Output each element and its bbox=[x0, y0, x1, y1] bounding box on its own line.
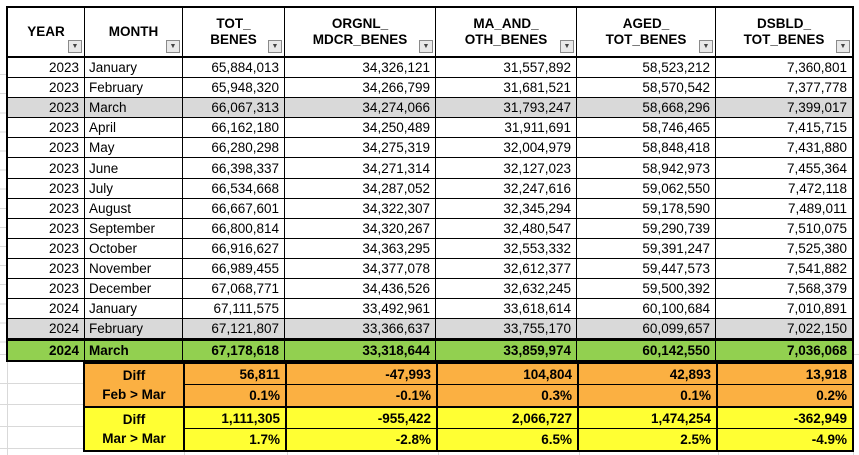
filter-dropdown-icon[interactable] bbox=[68, 40, 82, 53]
cell-year[interactable]: 2023 bbox=[8, 78, 85, 97]
cell-aged_tot_benes[interactable]: 59,500,392 bbox=[577, 279, 716, 298]
cell-orgnl_mdcr_benes[interactable]: 34,274,066 bbox=[285, 98, 436, 117]
header-cell-year[interactable] bbox=[8, 8, 85, 56]
filter-dropdown-icon[interactable] bbox=[560, 40, 574, 53]
table-row bbox=[8, 299, 852, 319]
diff-pct-cell[interactable]: 2.5% bbox=[680, 432, 711, 447]
cell-dsbld_tot_benes[interactable]: 7,377,778 bbox=[786, 80, 847, 96]
cell-dsbld_tot_benes[interactable]: 7,360,801 bbox=[786, 60, 847, 76]
cell-tot_benes[interactable]: 66,667,601 bbox=[183, 199, 285, 218]
header-label: MONTH bbox=[108, 24, 159, 39]
diff-value-cell[interactable]: 1,474,254 bbox=[579, 408, 716, 429]
cell-year[interactable]: 2024 bbox=[8, 299, 85, 318]
cell-year[interactable]: 2023 bbox=[8, 118, 85, 137]
table-row bbox=[8, 319, 852, 340]
cell-year[interactable]: 2024 bbox=[8, 341, 85, 360]
filter-dropdown-icon[interactable] bbox=[166, 40, 180, 53]
cell-aged_tot_benes[interactable]: 60,100,684 bbox=[577, 299, 716, 318]
diff-label-bottom: Mar > Mar bbox=[102, 431, 166, 446]
cell-aged_tot_benes[interactable]: 59,391,247 bbox=[577, 239, 716, 258]
cell-tot_benes[interactable]: 66,989,455 bbox=[183, 259, 285, 278]
cell-orgnl_mdcr_benes[interactable]: 34,266,799 bbox=[285, 78, 436, 97]
table-row bbox=[8, 219, 852, 239]
cell-tot_benes[interactable]: 67,068,771 bbox=[183, 279, 285, 298]
cell-month[interactable]: December bbox=[85, 279, 183, 298]
cell-dsbld_tot_benes[interactable]: 7,022,150 bbox=[786, 321, 847, 337]
cell-ma_and_oth_benes[interactable]: 31,911,691 bbox=[436, 118, 577, 137]
cell-tot_benes[interactable]: 65,948,320 bbox=[183, 78, 285, 97]
benes-table bbox=[6, 6, 854, 362]
cell-ma_and_oth_benes[interactable]: 33,859,974 bbox=[436, 341, 577, 360]
table-row bbox=[8, 259, 852, 279]
cell-aged_tot_benes[interactable]: 59,447,573 bbox=[577, 259, 716, 278]
diff-block bbox=[85, 408, 852, 450]
table-row bbox=[8, 340, 852, 360]
diff-pct-cell[interactable]: -0.1% bbox=[395, 388, 431, 403]
cell-tot_benes[interactable]: 66,800,814 bbox=[183, 219, 285, 238]
cell-aged_tot_benes[interactable]: 60,142,550 bbox=[577, 341, 716, 360]
diff-summary-table bbox=[83, 362, 854, 452]
diff-pct-cell[interactable]: 0.2% bbox=[816, 388, 847, 403]
diff-column-tot_benes bbox=[183, 408, 285, 450]
cell-orgnl_mdcr_benes[interactable]: 34,271,314 bbox=[285, 158, 436, 177]
filter-dropdown-icon[interactable] bbox=[836, 40, 850, 53]
cell-ma_and_oth_benes[interactable]: 33,755,170 bbox=[436, 319, 577, 338]
diff-pct-cell[interactable]: 0.1% bbox=[680, 388, 711, 403]
cell-aged_tot_benes[interactable]: 59,062,550 bbox=[577, 179, 716, 198]
diff-pct-cell[interactable]: -2.8% bbox=[395, 432, 431, 447]
diff-pct-cell[interactable]: -4.9% bbox=[811, 432, 847, 447]
diff-value-cell[interactable]: -362,949 bbox=[718, 408, 852, 429]
table-row bbox=[8, 58, 852, 78]
diff-pct-cell[interactable]: 1.7% bbox=[249, 432, 280, 447]
gridline bbox=[0, 383, 83, 384]
chevron-down-icon: ▼ bbox=[169, 43, 177, 50]
cell-orgnl_mdcr_benes[interactable]: 34,250,489 bbox=[285, 118, 436, 137]
cell-ma_and_oth_benes[interactable]: 32,612,377 bbox=[436, 259, 577, 278]
cell-year[interactable]: 2023 bbox=[8, 259, 85, 278]
diff-pct-cell[interactable]: 6.5% bbox=[541, 432, 572, 447]
cell-month[interactable]: February bbox=[85, 78, 183, 97]
cell-month[interactable]: January bbox=[85, 58, 183, 77]
cell-month[interactable]: January bbox=[85, 299, 183, 318]
header-cell-dsbld_tot_benes[interactable] bbox=[716, 8, 852, 56]
cell-month[interactable]: February bbox=[85, 319, 183, 338]
cell-ma_and_oth_benes[interactable]: 31,793,247 bbox=[436, 98, 577, 117]
cell-tot_benes[interactable]: 66,280,298 bbox=[183, 138, 285, 157]
cell-year[interactable]: 2023 bbox=[8, 179, 85, 198]
chevron-down-icon: ▼ bbox=[839, 43, 847, 50]
diff-column-aged_tot_benes bbox=[577, 364, 716, 406]
cell-month[interactable]: August bbox=[85, 199, 183, 218]
header-label: MDCR_BENES bbox=[312, 32, 408, 47]
cell-tot_benes[interactable]: 67,111,575 bbox=[183, 299, 285, 318]
filter-dropdown-icon[interactable] bbox=[699, 40, 713, 53]
cell-aged_tot_benes[interactable]: 58,523,212 bbox=[577, 58, 716, 77]
cell-year[interactable]: 2023 bbox=[8, 219, 85, 238]
header-label: OTH_BENES bbox=[464, 32, 548, 47]
cell-tot_benes[interactable]: 66,916,627 bbox=[183, 239, 285, 258]
chevron-down-icon: ▼ bbox=[71, 43, 79, 50]
header-cell-ma_and_oth_benes[interactable] bbox=[436, 8, 577, 56]
cell-ma_and_oth_benes[interactable]: 32,553,332 bbox=[436, 239, 577, 258]
gridline bbox=[0, 404, 83, 405]
cell-dsbld_tot_benes[interactable]: 7,455,364 bbox=[786, 160, 847, 176]
cell-month[interactable]: September bbox=[85, 219, 183, 238]
cell-month[interactable]: October bbox=[85, 239, 183, 258]
diff-column-dsbld_tot_benes bbox=[716, 408, 852, 450]
cell-dsbld_tot_benes[interactable]: 7,489,011 bbox=[787, 200, 847, 216]
cell-year[interactable]: 2023 bbox=[8, 98, 85, 117]
header-label: YEAR bbox=[27, 24, 65, 39]
header-row bbox=[8, 8, 852, 58]
cell-dsbld_tot_benes[interactable]: 7,510,075 bbox=[786, 220, 847, 236]
cell-ma_and_oth_benes[interactable]: 32,345,294 bbox=[436, 199, 577, 218]
cell-year[interactable]: 2023 bbox=[8, 158, 85, 177]
cell-ma_and_oth_benes[interactable]: 32,632,245 bbox=[436, 279, 577, 298]
header-label: ORGNL_ bbox=[331, 16, 389, 31]
diff-pct-cell[interactable]: 0.3% bbox=[541, 388, 572, 403]
cell-orgnl_mdcr_benes[interactable]: 34,377,078 bbox=[285, 259, 436, 278]
cell-aged_tot_benes[interactable]: 58,570,542 bbox=[577, 78, 716, 97]
header-label: DSBLD_ bbox=[756, 16, 811, 31]
header-label: AGED_ bbox=[622, 16, 670, 31]
cell-orgnl_mdcr_benes[interactable]: 34,320,267 bbox=[285, 219, 436, 238]
table-row bbox=[8, 158, 852, 178]
cell-orgnl_mdcr_benes[interactable]: 34,363,295 bbox=[285, 239, 436, 258]
cell-year[interactable]: 2023 bbox=[8, 199, 85, 218]
cell-orgnl_mdcr_benes[interactable]: 33,318,644 bbox=[285, 341, 436, 360]
header-label: TOT_BENES bbox=[743, 32, 825, 47]
cell-aged_tot_benes[interactable]: 59,290,739 bbox=[577, 219, 716, 238]
diff-value-cell[interactable]: -955,422 bbox=[287, 408, 436, 429]
diff-value-cell[interactable]: -47,993 bbox=[287, 364, 436, 385]
header-label: BENES bbox=[210, 32, 257, 47]
cell-dsbld_tot_benes[interactable]: 7,036,068 bbox=[786, 343, 847, 359]
table-row bbox=[8, 98, 852, 118]
cell-orgnl_mdcr_benes[interactable]: 34,275,319 bbox=[285, 138, 436, 157]
cell-month[interactable]: November bbox=[85, 259, 183, 278]
diff-value-cell[interactable]: 56,811 bbox=[185, 364, 285, 385]
filter-dropdown-icon[interactable] bbox=[268, 40, 282, 53]
cell-orgnl_mdcr_benes[interactable]: 34,322,307 bbox=[285, 199, 436, 218]
table-row bbox=[8, 279, 852, 299]
diff-column-orgnl_mdcr_benes bbox=[285, 364, 436, 406]
cell-dsbld_tot_benes[interactable]: 7,399,017 bbox=[786, 100, 847, 116]
table-row bbox=[8, 138, 852, 158]
diff-column-tot_benes bbox=[183, 364, 285, 406]
cell-year[interactable]: 2024 bbox=[8, 319, 85, 338]
cell-aged_tot_benes[interactable]: 58,668,296 bbox=[577, 98, 716, 117]
chevron-down-icon: ▼ bbox=[422, 43, 430, 50]
diff-value-cell[interactable]: 104,804 bbox=[438, 364, 577, 385]
cell-orgnl_mdcr_benes[interactable]: 34,326,121 bbox=[285, 58, 436, 77]
cell-month[interactable]: March bbox=[85, 341, 183, 360]
cell-orgnl_mdcr_benes[interactable]: 34,287,052 bbox=[285, 179, 436, 198]
chevron-down-icon: ▼ bbox=[702, 43, 710, 50]
cell-aged_tot_benes[interactable]: 60,099,657 bbox=[577, 319, 716, 338]
cell-orgnl_mdcr_benes[interactable]: 34,436,526 bbox=[285, 279, 436, 298]
diff-value-cell[interactable]: 2,066,727 bbox=[438, 408, 577, 429]
cell-year[interactable]: 2023 bbox=[8, 58, 85, 77]
header-cell-aged_tot_benes[interactable] bbox=[577, 8, 716, 56]
diff-value-cell[interactable]: 13,918 bbox=[718, 364, 852, 385]
header-cell-month[interactable] bbox=[85, 8, 183, 56]
table-row bbox=[8, 239, 852, 259]
cell-ma_and_oth_benes[interactable]: 32,247,616 bbox=[436, 179, 577, 198]
diff-value-cell[interactable]: 42,893 bbox=[579, 364, 716, 385]
diff-pct-cell[interactable]: 0.1% bbox=[249, 388, 280, 403]
diff-block bbox=[85, 364, 852, 408]
cell-year[interactable]: 2023 bbox=[8, 279, 85, 298]
cell-aged_tot_benes[interactable]: 59,178,590 bbox=[577, 199, 716, 218]
cell-orgnl_mdcr_benes[interactable]: 33,366,637 bbox=[285, 319, 436, 338]
cell-year[interactable]: 2023 bbox=[8, 138, 85, 157]
cell-tot_benes[interactable]: 66,162,180 bbox=[183, 118, 285, 137]
table-row bbox=[8, 199, 852, 219]
cell-month[interactable]: May bbox=[85, 138, 183, 157]
header-label: TOT_BENES bbox=[605, 32, 687, 47]
cell-dsbld_tot_benes[interactable]: 7,568,379 bbox=[786, 281, 847, 297]
cell-aged_tot_benes[interactable]: 58,848,418 bbox=[577, 138, 716, 157]
cell-dsbld_tot_benes[interactable]: 7,525,380 bbox=[786, 240, 847, 256]
diff-label-top: Diff bbox=[122, 368, 146, 383]
cell-dsbld_tot_benes[interactable]: 7,415,715 bbox=[786, 120, 847, 136]
diff-label-cell[interactable] bbox=[85, 364, 183, 406]
table-row bbox=[8, 179, 852, 199]
cell-tot_benes[interactable]: 65,884,013 bbox=[183, 58, 285, 77]
cell-tot_benes[interactable]: 67,121,807 bbox=[183, 319, 285, 338]
cell-tot_benes[interactable]: 67,178,618 bbox=[183, 341, 285, 360]
header-cell-orgnl_mdcr_benes[interactable] bbox=[285, 8, 436, 56]
cell-month[interactable]: June bbox=[85, 158, 183, 177]
header-cell-tot_benes[interactable] bbox=[183, 8, 285, 56]
cell-ma_and_oth_benes[interactable]: 31,681,521 bbox=[436, 78, 577, 97]
diff-label-top: Diff bbox=[122, 412, 146, 427]
filter-dropdown-icon[interactable] bbox=[419, 40, 433, 53]
cell-month[interactable]: July bbox=[85, 179, 183, 198]
diff-column-ma_and_oth_benes bbox=[436, 364, 577, 406]
cell-ma_and_oth_benes[interactable]: 32,004,979 bbox=[436, 138, 577, 157]
cell-dsbld_tot_benes[interactable]: 7,472,118 bbox=[787, 180, 847, 196]
cell-month[interactable]: March bbox=[85, 98, 183, 117]
cell-dsbld_tot_benes[interactable]: 7,010,891 bbox=[786, 301, 847, 317]
chevron-down-icon: ▼ bbox=[563, 43, 571, 50]
cell-ma_and_oth_benes[interactable]: 32,127,023 bbox=[436, 158, 577, 177]
cell-aged_tot_benes[interactable]: 58,942,973 bbox=[577, 158, 716, 177]
cell-orgnl_mdcr_benes[interactable]: 33,492,961 bbox=[285, 299, 436, 318]
cell-ma_and_oth_benes[interactable]: 33,618,614 bbox=[436, 299, 577, 318]
header-label: MA_AND_ bbox=[473, 16, 539, 31]
cell-tot_benes[interactable]: 66,534,668 bbox=[183, 179, 285, 198]
cell-tot_benes[interactable]: 66,067,313 bbox=[183, 98, 285, 117]
diff-value-cell[interactable]: 1,111,305 bbox=[185, 408, 285, 429]
cell-ma_and_oth_benes[interactable]: 32,480,547 bbox=[436, 219, 577, 238]
gridline bbox=[0, 448, 83, 449]
cell-year[interactable]: 2023 bbox=[8, 239, 85, 258]
cell-month[interactable]: April bbox=[85, 118, 183, 137]
cell-tot_benes[interactable]: 66,398,337 bbox=[183, 158, 285, 177]
diff-column-orgnl_mdcr_benes bbox=[285, 408, 436, 450]
diff-column-dsbld_tot_benes bbox=[716, 364, 852, 406]
table-row bbox=[8, 118, 852, 138]
cell-dsbld_tot_benes[interactable]: 7,541,882 bbox=[786, 260, 847, 276]
diff-label-cell[interactable] bbox=[85, 408, 183, 450]
chevron-down-icon: ▼ bbox=[271, 43, 279, 50]
diff-column-ma_and_oth_benes bbox=[436, 408, 577, 450]
cell-dsbld_tot_benes[interactable]: 7,431,880 bbox=[786, 140, 847, 156]
gridline bbox=[0, 426, 83, 427]
diff-label-bottom: Feb > Mar bbox=[102, 387, 166, 402]
header-label: TOT_ bbox=[216, 16, 251, 31]
cell-ma_and_oth_benes[interactable]: 31,557,892 bbox=[436, 58, 577, 77]
cell-aged_tot_benes[interactable]: 58,746,465 bbox=[577, 118, 716, 137]
table-row bbox=[8, 78, 852, 98]
diff-column-aged_tot_benes bbox=[577, 408, 716, 450]
